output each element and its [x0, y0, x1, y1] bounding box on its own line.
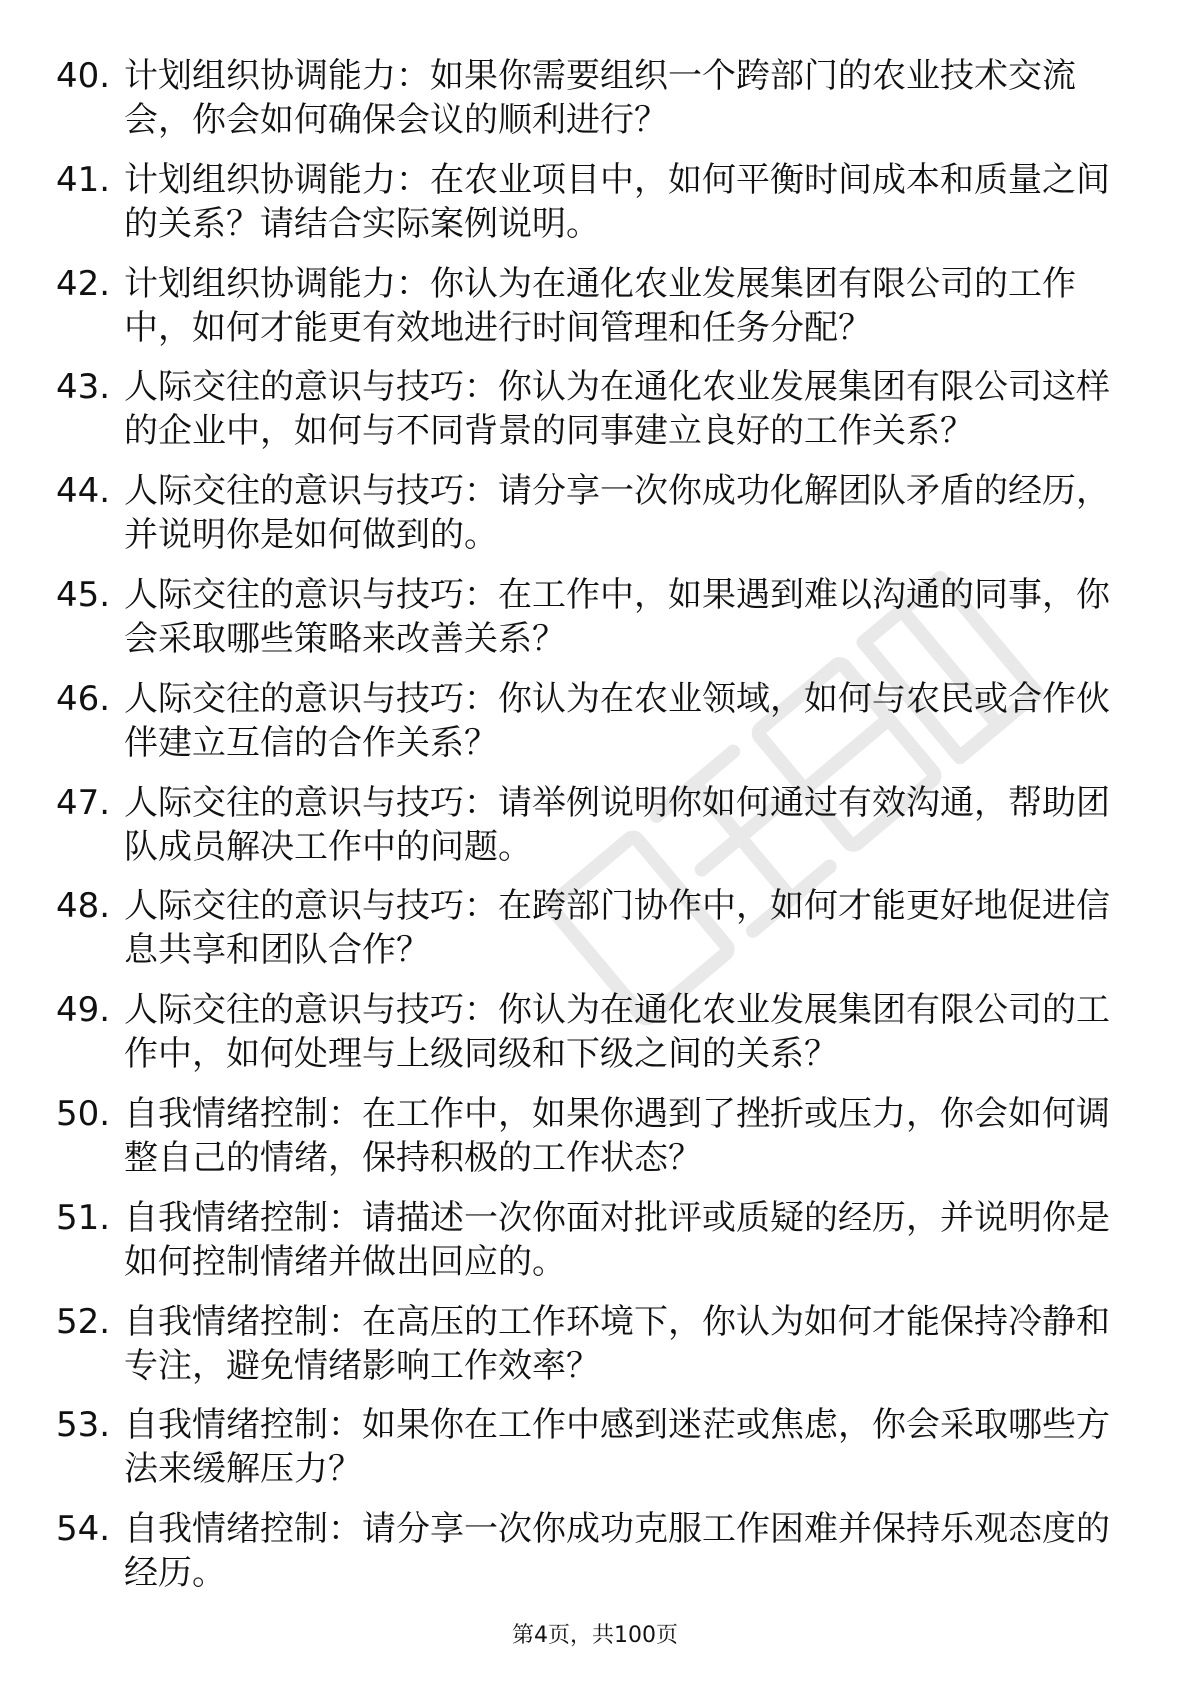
question-list [56, 54, 1116, 1611]
question-item [56, 365, 1116, 469]
question-text: 计划组织协调能力：你认为在通化农业发展集团有限公司的工作中，如何才能更有效地进行时间管理和任务分配？ [124, 263, 1076, 348]
question-item [56, 262, 1116, 366]
question-item [56, 1092, 1116, 1196]
question-text: 人际交往的意识与技巧：你认为在通化农业发展集团有限公司的工作中，如何处理与上级同级和下级之间的关系？ [124, 990, 1110, 1075]
question-item [56, 988, 1116, 1092]
question-number: 54. [56, 1509, 111, 1550]
question-text: 人际交往的意识与技巧：在跨部门协作中，如何才能更好地促进信息共享和团队合作？ [124, 886, 1110, 971]
question-item [56, 781, 1116, 885]
question-number: 48. [56, 886, 111, 927]
question-text: 人际交往的意识与技巧：请分享一次你成功化解团队矛盾的经历，并说明你是如何做到的。 [124, 471, 1110, 556]
page-footer: 第4页，共100页 [512, 1623, 678, 1648]
question-item [56, 677, 1116, 781]
question-number: 42. [56, 263, 111, 304]
question-text: 人际交往的意识与技巧：你认为在农业领域，如何与农民或合作伙伴建立互信的合作关系？ [124, 678, 1110, 763]
question-text: 自我情绪控制：请描述一次你面对批评或质疑的经历，并说明你是如何控制情绪并做出回应的。 [124, 1197, 1110, 1282]
question-number: 47. [56, 782, 111, 823]
question-number: 40. [56, 56, 111, 96]
question-item [56, 884, 1116, 988]
question-number: 41. [56, 159, 111, 200]
question-text: 自我情绪控制：请分享一次你成功克服工作困难并保持乐观态度的经历。 [124, 1509, 1110, 1594]
question-number: 44. [56, 471, 111, 512]
question-item [56, 1507, 1116, 1611]
question-number: 46. [56, 678, 111, 719]
question-text: 人际交往的意识与技巧：在工作中，如果遇到难以沟通的同事，你会采取哪些策略来改善关系？ [124, 574, 1110, 659]
question-text: 自我情绪控制：在高压的工作环境下，你认为如何才能保持冷静和专注，避免情绪影响工作效率？ [124, 1301, 1110, 1386]
question-item [56, 469, 1116, 573]
question-text: 自我情绪控制：在工作中，如果你遇到了挫折或压力，你会如何调整自己的情绪，保持积极的工作状态？ [124, 1093, 1110, 1178]
question-text: 人际交往的意识与技巧：请举例说明你如何通过有效沟通，帮助团队成员解决工作中的问题。 [124, 782, 1110, 867]
question-text: 计划组织协调能力：在农业项目中，如何平衡时间成本和质量之间的关系？请结合实际案例说明。 [124, 159, 1110, 244]
question-text: 人际交往的意识与技巧：你认为在通化农业发展集团有限公司这样的企业中，如何与不同背景的同事建立良好的工作关系？ [124, 367, 1110, 452]
question-number: 43. [56, 367, 111, 408]
question-number: 45. [56, 574, 111, 615]
question-item [56, 54, 1116, 158]
question-item [56, 1403, 1116, 1507]
question-item [56, 1196, 1116, 1300]
question-number: 49. [56, 990, 111, 1031]
question-item [56, 158, 1116, 262]
question-text: 计划组织协调能力：如果你需要组织一个跨部门的农业技术交流会，你会如何确保会议的顺利进行？ [124, 56, 1076, 140]
question-item [56, 573, 1116, 677]
question-number: 51. [56, 1197, 111, 1238]
question-number: 50. [56, 1093, 111, 1134]
question-text: 自我情绪控制：如果你在工作中感到迷茫或焦虑，你会采取哪些方法来缓解压力？ [124, 1405, 1110, 1490]
question-number: 53. [56, 1405, 111, 1446]
question-number: 52. [56, 1301, 111, 1342]
question-item [56, 1300, 1116, 1404]
